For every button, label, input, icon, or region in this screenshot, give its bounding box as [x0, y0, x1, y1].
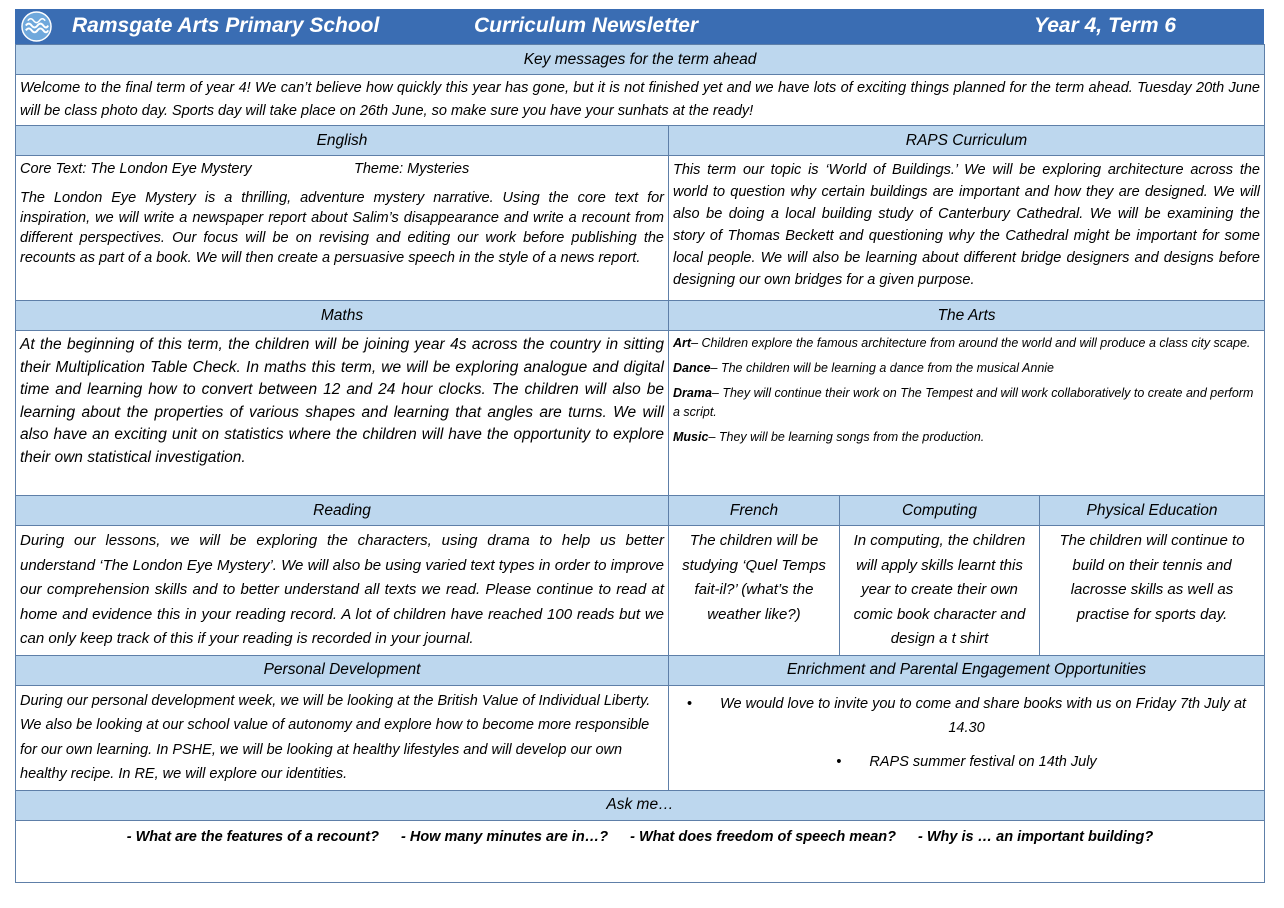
- arts-heading: The Arts: [669, 301, 1265, 331]
- ask-question: - What are the features of a recount?: [126, 828, 379, 845]
- arts-item-drama: Drama– They will continue their work on The Tempest and will work collaboratively to create and perform a script.: [673, 386, 1254, 419]
- english-text: The London Eye Mystery is a thrilling, adventure mystery narrative. Using the core text for inspiration, we will write a newspaper report about Salim’s disappearance and write a recount from different perspectives. Our focus will be on revising and editing our work before publishing the recounts as part of a book. We will then create a persuasive speech in the style of a news report.: [20, 190, 664, 266]
- arts-list: [669, 331, 1264, 456]
- maths-heading: Maths: [16, 301, 669, 331]
- enrichment-heading: Enrichment and Parental Engagement Opportunities: [669, 655, 1265, 685]
- computing-heading: Computing: [840, 496, 1040, 526]
- personal-text: During our personal development week, we will be looking at the British Value of Individual Liberty. We also be looking at our school value of autonomy and explore how to become more responsible for our own learning. In PSHE, we will be looking at healthy lifestyles and will develop our own healthy recipe. In RE, we will explore our identities.: [20, 692, 651, 782]
- ask-question: - How many minutes are in…?: [400, 828, 609, 845]
- personal-heading: Personal Development: [16, 655, 669, 685]
- banner: [15, 9, 1264, 44]
- arts-item-art: Art– Children explore the famous architecture from around the world and will produce a class city scape.: [673, 336, 1251, 350]
- french-text: The children will be studying ‘Quel Temps fait-il?’ (what’s the weather like?): [682, 532, 826, 623]
- reading-text: During our lessons, we will be exploring the characters, using drama to help us better understand ‘The London Eye Mystery’. We will also be using varied text types in order to improve our comprehension skills and to better understand all texts we read. Please continue to read at home and evidence this in your reading record. A lot of children have reached 100 reads but we can only keep track of this if your reading is recorded in your journal.: [20, 532, 664, 647]
- newsletter-title: Curriculum Newsletter: [474, 14, 699, 37]
- school-logo-icon: [21, 11, 52, 42]
- computing-text: In computing, the children will apply skills learnt this year to create their own comic book character and design a t shirt: [853, 532, 1026, 647]
- newsletter-grid: [15, 44, 1265, 883]
- english-heading: English: [16, 126, 669, 156]
- year-term: Year 4, Term 6: [1034, 14, 1177, 37]
- english-core-line: [20, 159, 664, 179]
- english-body: [16, 156, 668, 271]
- enrichment-list: [669, 692, 1264, 774]
- reading-heading: Reading: [16, 496, 669, 526]
- pe-heading: Physical Education: [1040, 496, 1265, 526]
- ask-questions: [16, 821, 1264, 845]
- pe-text: The children will continue to build on their tennis and lacrosse skills as well as practise for sports day.: [1059, 532, 1245, 623]
- raps-text: This term our topic is ‘World of Buildings.’ We will be exploring architecture across the world to question why certain buildings are important and how they are designed. We will also be doing a local building study of Canterbury Cathedral. We will be examining the story of Thomas Beckett and questioning why the Cathedral might be important for some local people. We will also be learning about different bridge designers and designs before designing our own bridges for a given purpose.: [673, 162, 1260, 288]
- school-name: Ramsgate Arts Primary School: [72, 14, 380, 37]
- newsletter: [15, 9, 1264, 883]
- core-text: Core Text: The London Eye Mystery: [20, 161, 252, 177]
- raps-heading: RAPS Curriculum: [669, 126, 1265, 156]
- ask-question: - Why is … an important building?: [918, 828, 1154, 845]
- key-messages-heading: Key messages for the term ahead: [16, 45, 1265, 75]
- ask-heading: Ask me…: [16, 790, 1265, 820]
- arts-item-music: Music– They will be learning songs from the production.: [673, 430, 985, 444]
- maths-text: At the beginning of this term, the children will be joining year 4s across the country in sitting their Multiplication Table Check. In maths this term, we will be exploring analogue and digital time and learning how to convert between 12 and 24 hour clocks. The children will also be learning about the properties of various shapes and learning that angles are turns. We will also have an exciting unit on statistics where the children will have the opportunity to explore their own statistical investigation.: [20, 336, 664, 466]
- arts-item-dance: Dance– The children will be learning a dance from the musical Annie: [673, 361, 1055, 375]
- enrichment-item: • RAPS summer festival on 14th July: [679, 750, 1254, 774]
- key-messages-text: Welcome to the final term of year 4! We can’t believe how quickly this year has gone, but it is not finished yet and we have lots of exciting things planned for the term ahead. Tuesday 20th June will be class photo day. Sports day will take place on 26th June, so make sure you have your sunhats at the ready!: [20, 80, 1260, 119]
- french-heading: French: [669, 496, 840, 526]
- ask-question: - What does freedom of speech mean?: [630, 828, 896, 845]
- enrichment-item: • We would love to invite you to come and share books with us on Friday 7th July at 14.30: [679, 692, 1254, 740]
- theme-text: Theme: Mysteries: [354, 161, 470, 177]
